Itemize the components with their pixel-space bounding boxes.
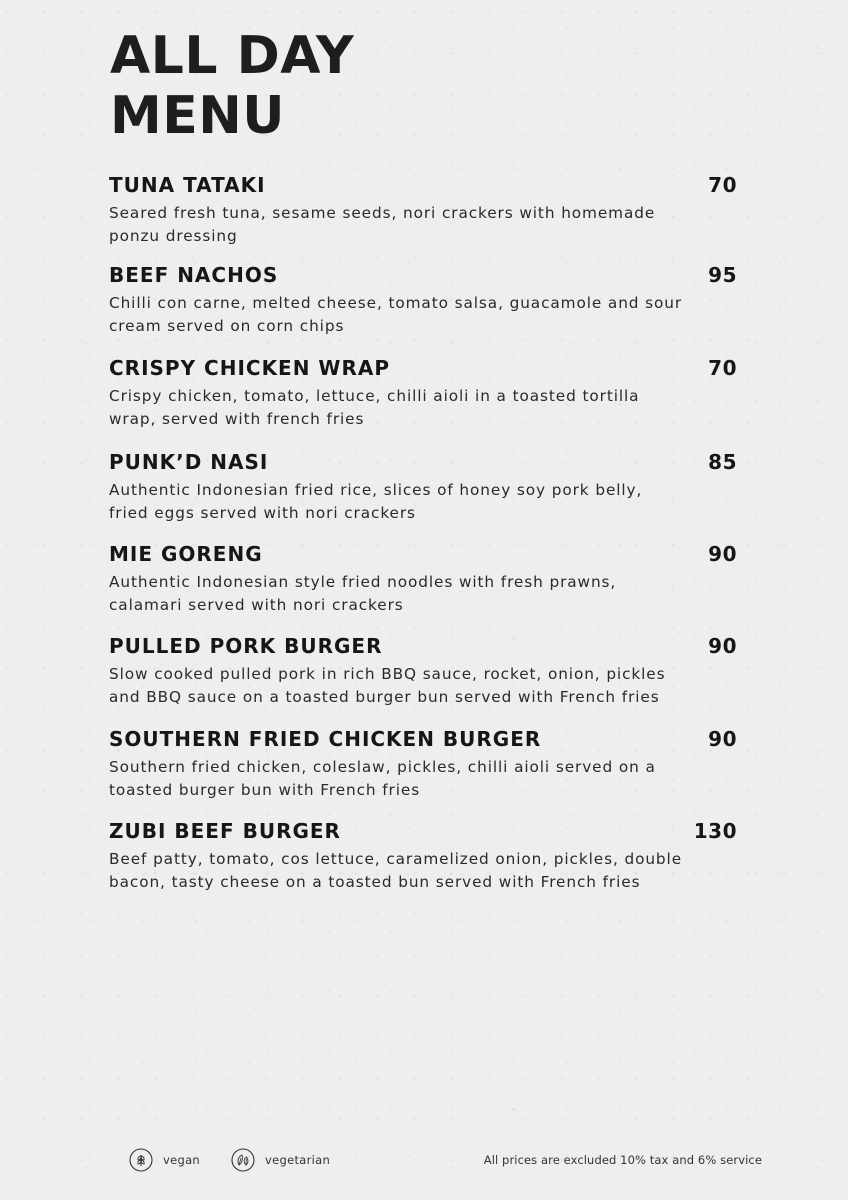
item-name: MIE GORENG [109, 542, 263, 566]
item-description-line: Slow cooked pulled pork in rich BBQ sauce, rocket, onion, pickles [109, 665, 666, 683]
legend-vegan-label: vegan [163, 1153, 201, 1167]
menu-item-southern-fried-chicken-burger [109, 727, 741, 801]
menu-item-zubi-beef-burger [109, 819, 741, 893]
item-name: CRISPY CHICKEN WRAP [109, 356, 391, 380]
item-price: 90 [708, 727, 737, 751]
item-price: 85 [708, 450, 737, 474]
menu-item-mie-goreng [109, 542, 741, 616]
item-description-line: Southern fried chicken, coleslaw, pickles, chilli aioli served on a [109, 758, 656, 776]
item-price: 90 [708, 634, 737, 658]
item-description-line: ponzu dressing [109, 226, 238, 245]
item-description [109, 202, 741, 247]
item-description [109, 756, 741, 801]
item-description-line: wrap, served with french fries [109, 409, 365, 428]
menu-item-punkd-nasi [109, 450, 741, 524]
menu-item-crispy-chicken-wrap [109, 356, 741, 430]
item-description-line: calamari served with nori crackers [109, 595, 404, 614]
item-name: TUNA TATAKI [109, 173, 266, 197]
menu-item-pulled-pork-burger [109, 634, 741, 708]
item-name: ZUBI BEEF BURGER [109, 819, 341, 843]
item-description [109, 571, 741, 616]
item-description [109, 385, 741, 430]
item-description [109, 292, 741, 337]
item-description-line: Crispy chicken, tomato, lettuce, chilli aioli in a toasted tortilla [109, 387, 640, 405]
menu-title [110, 26, 354, 146]
legend-vegetarian [231, 1148, 330, 1172]
item-description-line: bacon, tasty cheese on a toasted bun served with French fries [109, 872, 641, 891]
item-description-line: Chilli con carne, melted cheese, tomato salsa, guacamole and sour [109, 294, 683, 312]
menu-item-beef-nachos [109, 263, 741, 337]
item-description-line: and BBQ sauce on a toasted burger bun served with French fries [109, 687, 660, 706]
item-description-line: Beef patty, tomato, cos lettuce, caramelized onion, pickles, double [109, 850, 683, 868]
menu-item-tuna-tataki [109, 173, 741, 247]
item-name: PULLED PORK BURGER [109, 634, 383, 658]
item-description-line: toasted burger bun with French fries [109, 780, 421, 799]
item-description [109, 663, 741, 708]
vegan-leaf-icon [129, 1148, 153, 1172]
menu-title-line-2: MENU [110, 86, 286, 146]
item-name: PUNK’D NASI [109, 450, 269, 474]
item-price: 70 [708, 356, 737, 380]
item-price: 95 [708, 263, 737, 287]
item-name: SOUTHERN FRIED CHICKEN BURGER [109, 727, 542, 751]
item-description-line: Seared fresh tuna, sesame seeds, nori crackers with homemade [109, 204, 656, 222]
item-description [109, 848, 741, 893]
tax-note: All prices are excluded 10% tax and 6% service [483, 1153, 762, 1167]
menu-title-line-1: ALL DAY [110, 26, 355, 86]
item-description [109, 479, 741, 524]
item-description-line: fried eggs served with nori crackers [109, 503, 416, 522]
legend-vegetarian-label: vegetarian [265, 1153, 331, 1167]
menu-footer [0, 1148, 848, 1174]
item-description-line: Authentic Indonesian style fried noodles with fresh prawns, [109, 573, 617, 591]
item-price: 70 [708, 173, 737, 197]
legend-vegan [129, 1148, 200, 1172]
item-description-line: Authentic Indonesian fried rice, slices of honey soy pork belly, [109, 481, 643, 499]
item-price: 90 [708, 542, 737, 566]
item-price: 130 [693, 819, 737, 843]
vegetarian-leaves-icon [231, 1148, 255, 1172]
item-name: BEEF NACHOS [109, 263, 279, 287]
item-description-line: cream served on corn chips [109, 316, 345, 335]
